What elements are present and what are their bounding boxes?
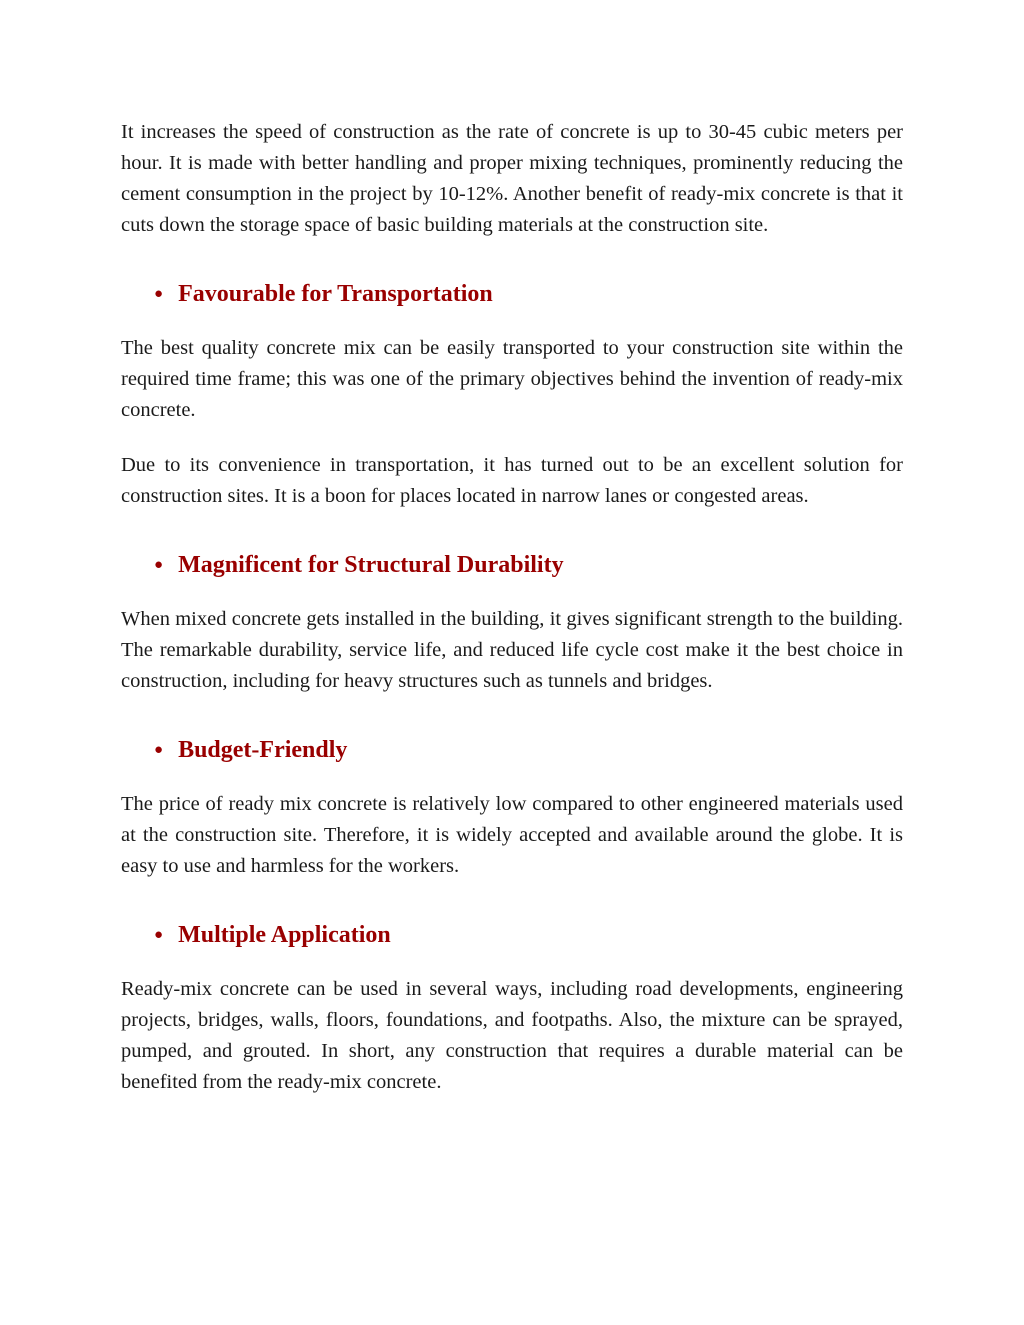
durability-paragraph: When mixed concrete gets installed in the building, it gives significant strength to the building. The remarkable durability, service life, and reduced life cycle cost make it the best choice in construction, including for heavy structures such as tunnels and bridges. [121,608,903,692]
budget-paragraph: The price of ready mix concrete is relatively low compared to other engineered materials used at the construction site. Therefore, it is widely accepted and available around the globe. It is easy to use and harmless for the workers. [121,793,903,877]
bullet-icon: ● [154,927,164,943]
intro-paragraph: It increases the speed of construction as the rate of concrete is up to 30-45 cubic meters per hour. It is made with better handling and proper mixing techniques, prominently reducing the cement consumption in the project by 10-12%. Another benefit of ready-mix concrete is that it cuts down the storage space of basic building materials at the construction site. [121,121,903,236]
document-page [121,117,903,1098]
bullet-icon: ● [154,742,164,758]
transportation-paragraph-2: Due to its convenience in transportation, it has turned out to be an excellent solution for construction sites. It is a boon for places located in narrow lanes or congested areas. [121,454,903,507]
bullet-icon: ● [154,557,164,573]
bullet-icon: ● [154,286,164,302]
heading-text: Favourable for Transportation [178,281,493,307]
heading-text: Budget-Friendly [178,737,348,763]
transportation-paragraph-1: The best quality concrete mix can be easily transported to your construction site within the required time frame; this was one of the primary objectives behind the invention of ready-mix concrete. [121,337,903,421]
heading-text: Magnificent for Structural Durability [178,552,564,578]
application-paragraph: Ready-mix concrete can be used in several ways, including road developments, engineering projects, bridges, walls, floors, foundations, and footpaths. Also, the mixture can be sprayed, pumped, and grouted. In short, any construction that requires a durable material can be benefited from the ready-mix concrete. [121,978,903,1093]
heading-structural-durability [121,550,903,580]
heading-favourable-for-transportation [121,279,903,309]
heading-text: Multiple Application [178,922,391,948]
heading-multiple-application [121,920,903,950]
heading-budget-friendly [121,735,903,765]
